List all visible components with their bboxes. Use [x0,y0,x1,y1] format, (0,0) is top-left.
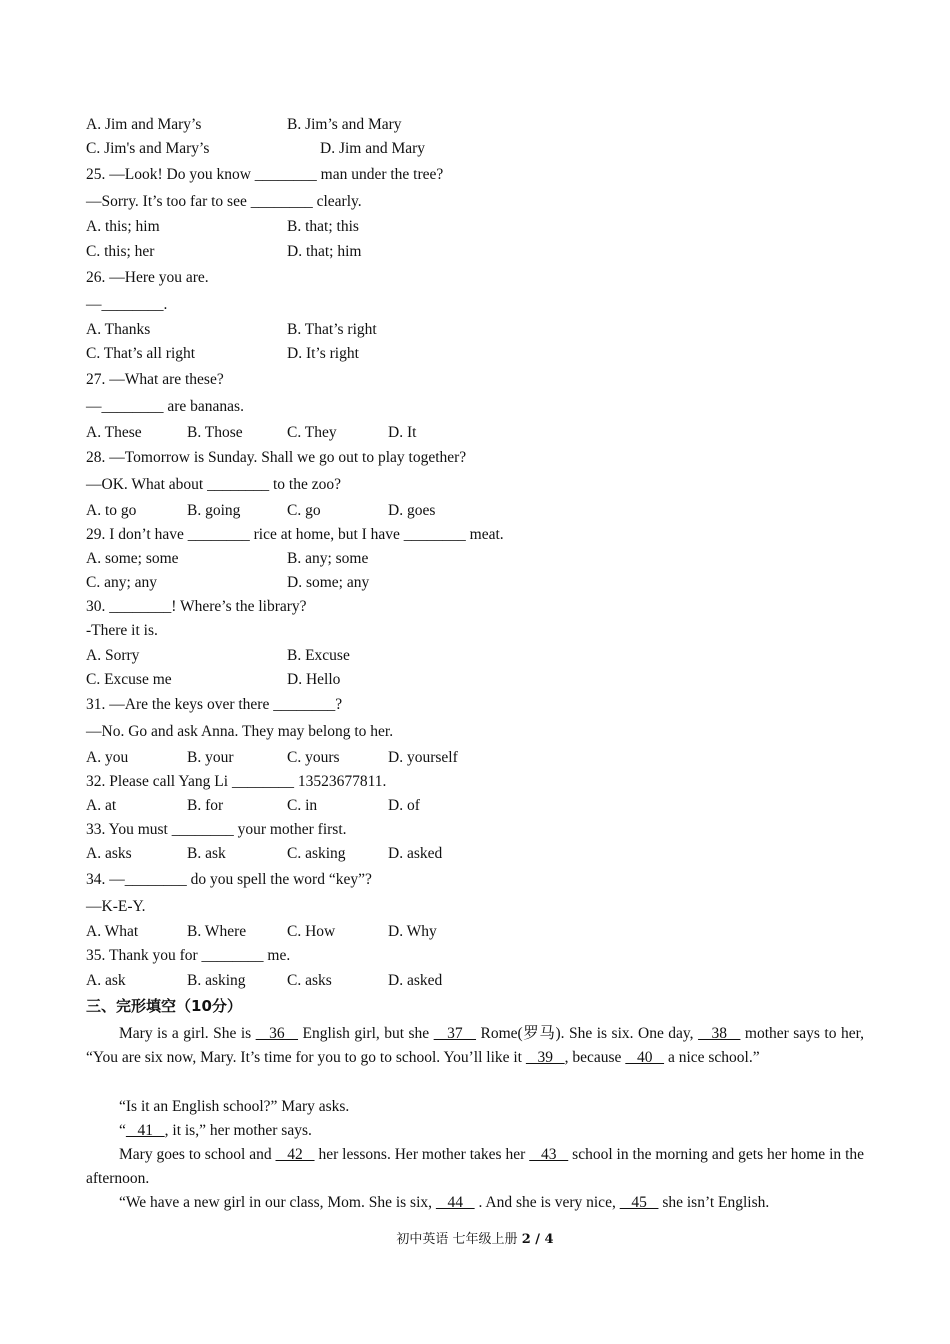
answer-option: C. They [287,424,337,441]
question-text: 25. —Look! Do you know ________ man under the tree? [86,166,444,183]
answer-option: B. asking [187,972,246,989]
answer-option: D. It’s right [287,345,359,362]
question-text: 28. —Tomorrow is Sunday. Shall we go out to play together? [86,449,467,466]
passage-text: English girl, but she [298,1025,434,1042]
question-text: 35. Thank you for ________ me. [86,947,291,964]
cloze-blank: 36 [255,1025,299,1042]
passage-text: Rome(罗马). She is six. One day, [476,1025,699,1042]
passage-paragraph [86,1022,864,1070]
cloze-blank: 42 [275,1146,315,1163]
answer-option: B. Excuse [287,647,350,664]
question-text: 32. Please call Yang Li ________ 13523677811. [86,773,387,790]
answer-option: D. some; any [287,574,370,591]
answer-option: C. this; her [86,243,155,260]
answer-option: A. asks [86,845,132,862]
passage-paragraph [86,1095,864,1119]
answer-option: B. for [187,797,224,814]
answer-option: C. in [287,797,318,814]
question-text: —OK. What about ________ to the zoo? [86,476,341,493]
question-text: —________ are bananas. [86,398,244,415]
passage-text: she isn’t English. [658,1194,770,1211]
question-text: —No. Go and ask Anna. They may belong to her. [86,723,394,740]
passage-text: Mary is a girl. She is [119,1025,256,1042]
passage-paragraph [86,1143,864,1191]
answer-option: B. your [187,749,234,766]
passage-text: , because [564,1049,626,1066]
answer-option: C. asking [287,845,346,862]
answer-option: A. some; some [86,550,179,567]
question-text: 30. ________! Where’s the library? [86,598,307,615]
passage-text: , it is,” her mother says. [164,1122,312,1139]
page-footer [0,1228,950,1247]
answer-option: B. Those [187,424,243,441]
answer-option: B. that; this [287,218,359,235]
question-text: —K-E-Y. [86,898,146,915]
answer-option: D. yourself [388,749,458,766]
answer-option: A. Thanks [86,321,151,338]
passage-paragraph [86,1191,864,1215]
answer-option: D. goes [388,502,436,519]
answer-option: B. ask [187,845,226,862]
answer-option: C. Jim's and Mary’s [86,140,210,157]
answer-option: D. Hello [287,671,341,688]
answer-option: D. asked [388,972,443,989]
cloze-blank: 38 [698,1025,741,1042]
passage-text: a nice school.” [664,1049,760,1066]
question-text: 31. —Are the keys over there ________? [86,696,343,713]
cloze-blank: 40 [625,1049,665,1066]
question-text: —Sorry. It’s too far to see ________ clearly. [86,193,362,210]
answer-option: C. That’s all right [86,345,196,362]
passage-text: mother says to her, “You are six now, Mary. It’s time for you to go to school. You’ll like it [86,1025,865,1066]
footer-label: 初中英语 七年级上册 [396,1232,522,1247]
answer-option: B. going [187,502,241,519]
question-text: 34. —________ do you spell the word “key”? [86,871,372,888]
question-text: -There it is. [86,622,158,639]
cloze-blank: 41 [125,1122,165,1139]
answer-option: A. you [86,749,129,766]
answer-option: A. These [86,424,142,441]
question-text: —________. [86,296,168,313]
cloze-blank: 45 [619,1194,659,1211]
passage-paragraph [86,1119,864,1143]
section-heading: 三、完形填空（10分） [86,997,242,1015]
answer-option: C. yours [287,749,340,766]
answer-option: C. asks [287,972,332,989]
answer-option: C. How [287,923,336,940]
answer-option: B. any; some [287,550,369,567]
cloze-blank: 37 [433,1025,477,1042]
answer-option: D. Why [388,923,437,940]
answer-option: B. Jim’s and Mary [287,116,402,133]
answer-option: C. Excuse me [86,671,172,688]
cloze-blank: 44 [435,1194,475,1211]
answer-option: D. asked [388,845,443,862]
answer-option: A. to go [86,502,137,519]
question-text: 33. You must ________ your mother first. [86,821,347,838]
answer-option: C. go [287,502,321,519]
answer-option: B. That’s right [287,321,377,338]
answer-option: D. It [388,424,417,441]
answer-option: A. ask [86,972,126,989]
passage-text: Mary goes to school and [119,1146,276,1163]
passage-text: school in the morning and gets her home in the afternoon. [86,1146,865,1187]
answer-option: D. that; him [287,243,362,260]
question-text: 29. I don’t have ________ rice at home, but I have ________ meat. [86,526,504,543]
answer-option: B. Where [187,923,247,940]
passage-text: “We have a new girl in our class, Mom. She is six, [119,1194,436,1211]
answer-option: D. Jim and Mary [320,140,426,157]
page-number: 2 / 4 [521,1232,554,1247]
answer-option: A. What [86,923,139,940]
passage-text: “Is it an English school?” Mary asks. [119,1098,350,1115]
answer-option: A. Jim and Mary’s [86,116,202,133]
question-text: 26. —Here you are. [86,269,209,286]
answer-option: A. at [86,797,117,814]
passage-text: “ [119,1122,126,1139]
passage-text: . And she is very nice, [474,1194,620,1211]
question-text: 27. —What are these? [86,371,224,388]
cloze-blank: 39 [525,1049,565,1066]
answer-option: A. Sorry [86,647,140,664]
answer-option: C. any; any [86,574,158,591]
passage-text: her lessons. Her mother takes her [314,1146,530,1163]
cloze-blank: 43 [529,1146,569,1163]
answer-option: D. of [388,797,420,814]
answer-option: A. this; him [86,218,160,235]
